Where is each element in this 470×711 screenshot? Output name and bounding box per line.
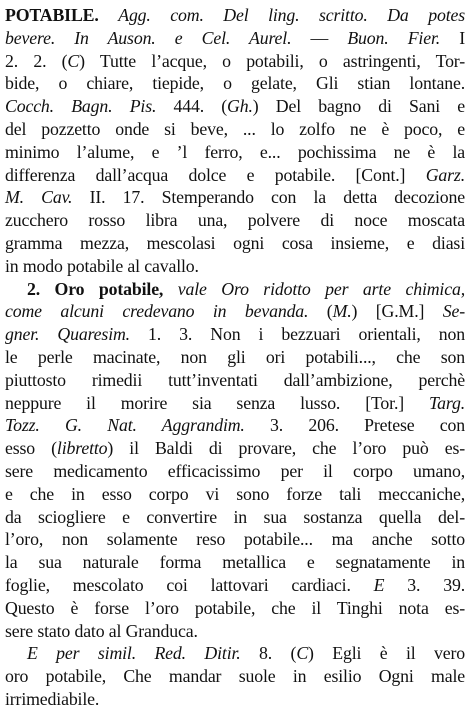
entry-line-2: bevere. In Auson. e Cel. Aurel. — Buon. Fier. I xyxy=(5,27,465,48)
entry-line-23: da sciogliere e convertire in sua sostanza quella del- xyxy=(5,506,465,527)
entry-line-22: e che in esso corpo vi sono forze tali meccaniche, xyxy=(5,483,465,504)
entry-line-17: piuttosto rimedii tutt’inventati dall’ambizione, perchè xyxy=(5,369,465,390)
entry-line-8: differenza dall’acqua dolce e potabile. [Cont.] Garz. xyxy=(5,164,465,185)
entry-line-11: gramma mezza, mescolasi ogni cosa insieme, e diasi xyxy=(5,232,465,253)
entry-line-30: oro potabile, Che mandar suole in esilio Ogni male xyxy=(5,666,465,687)
entry-line-31: irrimediabile. xyxy=(5,688,100,709)
entry-line-15: gner. Quaresim. 1. 3. Non i bezzuari orientali, non xyxy=(5,324,465,345)
entry-line-19: Tozz. G. Nat. Aggrandim. 3. 206. Pretese con xyxy=(5,415,465,436)
entry-line-9: M. Cav. II. 17. Stemperando con la detta decozione xyxy=(5,187,466,208)
entry-line-14: come alcuni credevano in bevanda. (M.) [G.M.] Se- xyxy=(5,301,465,322)
entry-line-7: minimo l’alume, e ’l ferro, e... pochissima ne è la xyxy=(5,141,465,162)
entry-line-5: Cocch. Bagn. Pis. 444. (Gh.) Del bagno di Sani e xyxy=(5,96,465,117)
entry-line-25: la sua naturale forma metallica e segnatamente in xyxy=(5,552,465,573)
entry-line-1: POTABILE. Agg. com. Del ling. scritto. Da potes xyxy=(5,5,466,25)
entry-line-28: sere stato dato al Granduca. xyxy=(5,620,198,641)
entry-line-29: E per simil. Red. Ditir. 8. (C) Egli è il vero xyxy=(27,643,465,664)
entry-line-16: le perle macinate, non gli ori potabili..., che son xyxy=(5,346,465,367)
entry-line-6: del pozzetto onde si beve, ... lo zolfo ne è poco, e xyxy=(5,118,465,139)
entry-line-4: bide, o chiare, tiepide, o gelate, Gli stian lontane. xyxy=(5,73,465,94)
entry-line-21: sere medicamento efficacissimo per il corpo umano, xyxy=(5,460,465,481)
entry-line-24: l’oro, non solamente reso potabile... ma anche sotto xyxy=(5,529,465,550)
entry-line-12: in modo potabile al cavallo. xyxy=(5,255,199,276)
entry-line-18: neppure il morire sia senza lusso. [Tor.] Targ. xyxy=(5,392,465,413)
dictionary-entry xyxy=(5,4,465,711)
entry-line-26: foglie, mescolato coi lattovari cardiaci. E 3. 39. xyxy=(5,574,465,595)
entry-line-3: 2. 2. (C) Tutte l’acque, o potabili, o astringenti, Tor- xyxy=(5,50,465,71)
entry-line-10: zucchero rosso libra una, polvere di noce moscata xyxy=(5,210,465,231)
entry-line-27: Questo è forse l’oro potabile, che il Tinghi nota es- xyxy=(5,597,465,618)
entry-line-20: esso (libretto) il Baldi di provare, che l’oro può es- xyxy=(5,438,465,459)
entry-line-13: 2. Oro potabile, vale Oro ridotto per arte chimica, xyxy=(27,278,465,299)
